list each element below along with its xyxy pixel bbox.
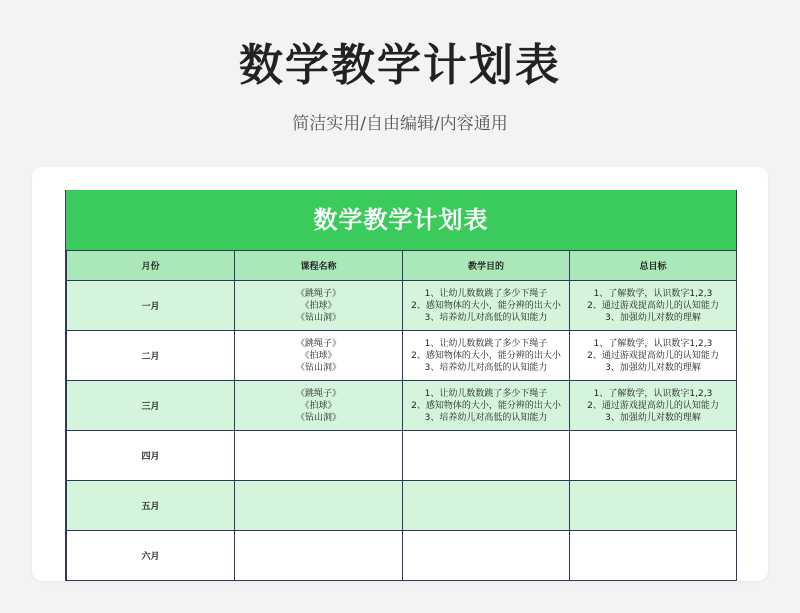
purpose-cell-line: 1、让幼儿数数跳了多少下绳子 <box>424 388 548 399</box>
goal-cell[interactable] <box>570 381 737 431</box>
goal-cell-lines <box>570 338 736 374</box>
goal-cell-line: 1、了解数学，认识数字1,2,3 <box>593 338 713 349</box>
purpose-cell-lines <box>403 388 569 424</box>
goal-cell-lines <box>570 388 736 424</box>
purpose-cell-line: 3、培养幼儿对高低的认知能力 <box>424 412 548 423</box>
purpose-cell[interactable] <box>403 281 570 331</box>
purpose-cell[interactable] <box>403 531 570 581</box>
plan-table <box>66 250 737 581</box>
goal-cell-line: 1、了解数学，认识数字1,2,3 <box>593 388 713 399</box>
column-header-purpose: 教学目的 <box>403 251 570 281</box>
course-cell[interactable] <box>235 331 403 381</box>
column-header-course: 课程名称 <box>235 251 403 281</box>
goal-cell-line: 3、加强幼儿对数的理解 <box>605 412 701 423</box>
goal-cell-line: 3、加强幼儿对数的理解 <box>605 312 701 323</box>
course-cell-line: 《跳绳子》 <box>295 288 341 299</box>
goal-cell[interactable] <box>570 431 737 481</box>
purpose-cell[interactable] <box>403 331 570 381</box>
course-cell[interactable] <box>235 481 403 531</box>
course-cell-line: 《跳绳子》 <box>295 338 341 349</box>
goal-cell[interactable] <box>570 331 737 381</box>
month-cell[interactable]: 六月 <box>67 531 235 581</box>
course-cell-line: 《拍球》 <box>300 400 337 411</box>
purpose-cell-line: 1、让幼儿数数跳了多少下绳子 <box>424 338 548 349</box>
month-cell[interactable]: 一月 <box>67 281 235 331</box>
purpose-cell-lines <box>403 288 569 324</box>
purpose-cell-line: 3、培养幼儿对高低的认知能力 <box>424 312 548 323</box>
course-cell-line: 《钻山洞》 <box>295 362 341 373</box>
purpose-cell[interactable] <box>403 481 570 531</box>
purpose-cell[interactable] <box>403 381 570 431</box>
course-cell-lines <box>235 288 402 324</box>
column-header-goal: 总目标 <box>570 251 737 281</box>
course-cell[interactable] <box>235 281 403 331</box>
table-row <box>67 531 737 581</box>
goal-cell-line: 2、通过游戏提高幼儿的认知能力 <box>587 300 719 311</box>
page-subtitle: 简洁实用/自由编辑/内容通用 <box>292 114 508 134</box>
course-cell[interactable] <box>235 381 403 431</box>
table-row <box>67 481 737 531</box>
course-cell-line: 《跳绳子》 <box>295 388 341 399</box>
course-cell-line: 《钻山洞》 <box>295 412 341 423</box>
column-header-month: 月份 <box>67 251 235 281</box>
goal-cell-line: 3、加强幼儿对数的理解 <box>605 362 701 373</box>
page-title: 数学教学计划表 <box>239 40 561 91</box>
purpose-cell-line: 2、感知物体的大小，能分辨的出大小 <box>411 350 561 361</box>
goal-cell-line: 2、通过游戏提高幼儿的认知能力 <box>587 350 719 361</box>
month-cell[interactable]: 五月 <box>67 481 235 531</box>
goal-cell-line: 2、通过游戏提高幼儿的认知能力 <box>587 400 719 411</box>
goal-cell[interactable] <box>570 531 737 581</box>
goal-cell-line: 1、了解数学，认识数字1,2,3 <box>593 288 713 299</box>
course-cell-lines <box>235 338 402 374</box>
course-cell-lines <box>235 388 402 424</box>
course-cell[interactable] <box>235 431 403 481</box>
month-cell[interactable]: 四月 <box>67 431 235 481</box>
course-cell-line: 《拍球》 <box>300 300 337 311</box>
course-cell-line: 《钻山洞》 <box>295 312 341 323</box>
month-cell[interactable]: 三月 <box>67 381 235 431</box>
month-cell[interactable]: 二月 <box>67 331 235 381</box>
table-row <box>67 331 737 381</box>
goal-cell[interactable] <box>570 281 737 331</box>
purpose-cell[interactable] <box>403 431 570 481</box>
sheet-title: 数学教学计划表 <box>66 190 736 250</box>
table-row <box>67 431 737 481</box>
purpose-cell-line: 2、感知物体的大小，能分辨的出大小 <box>411 400 561 411</box>
header-row <box>67 251 737 281</box>
goal-cell-lines <box>570 288 736 324</box>
course-cell-line: 《拍球》 <box>300 350 337 361</box>
course-cell[interactable] <box>235 531 403 581</box>
purpose-cell-lines <box>403 338 569 374</box>
table-row <box>67 281 737 331</box>
table-row <box>67 381 737 431</box>
plan-sheet <box>65 190 737 581</box>
purpose-cell-line: 1、让幼儿数数跳了多少下绳子 <box>424 288 548 299</box>
document-card <box>32 167 768 581</box>
purpose-cell-line: 2、感知物体的大小，能分辨的出大小 <box>411 300 561 311</box>
purpose-cell-line: 3、培养幼儿对高低的认知能力 <box>424 362 548 373</box>
goal-cell[interactable] <box>570 481 737 531</box>
